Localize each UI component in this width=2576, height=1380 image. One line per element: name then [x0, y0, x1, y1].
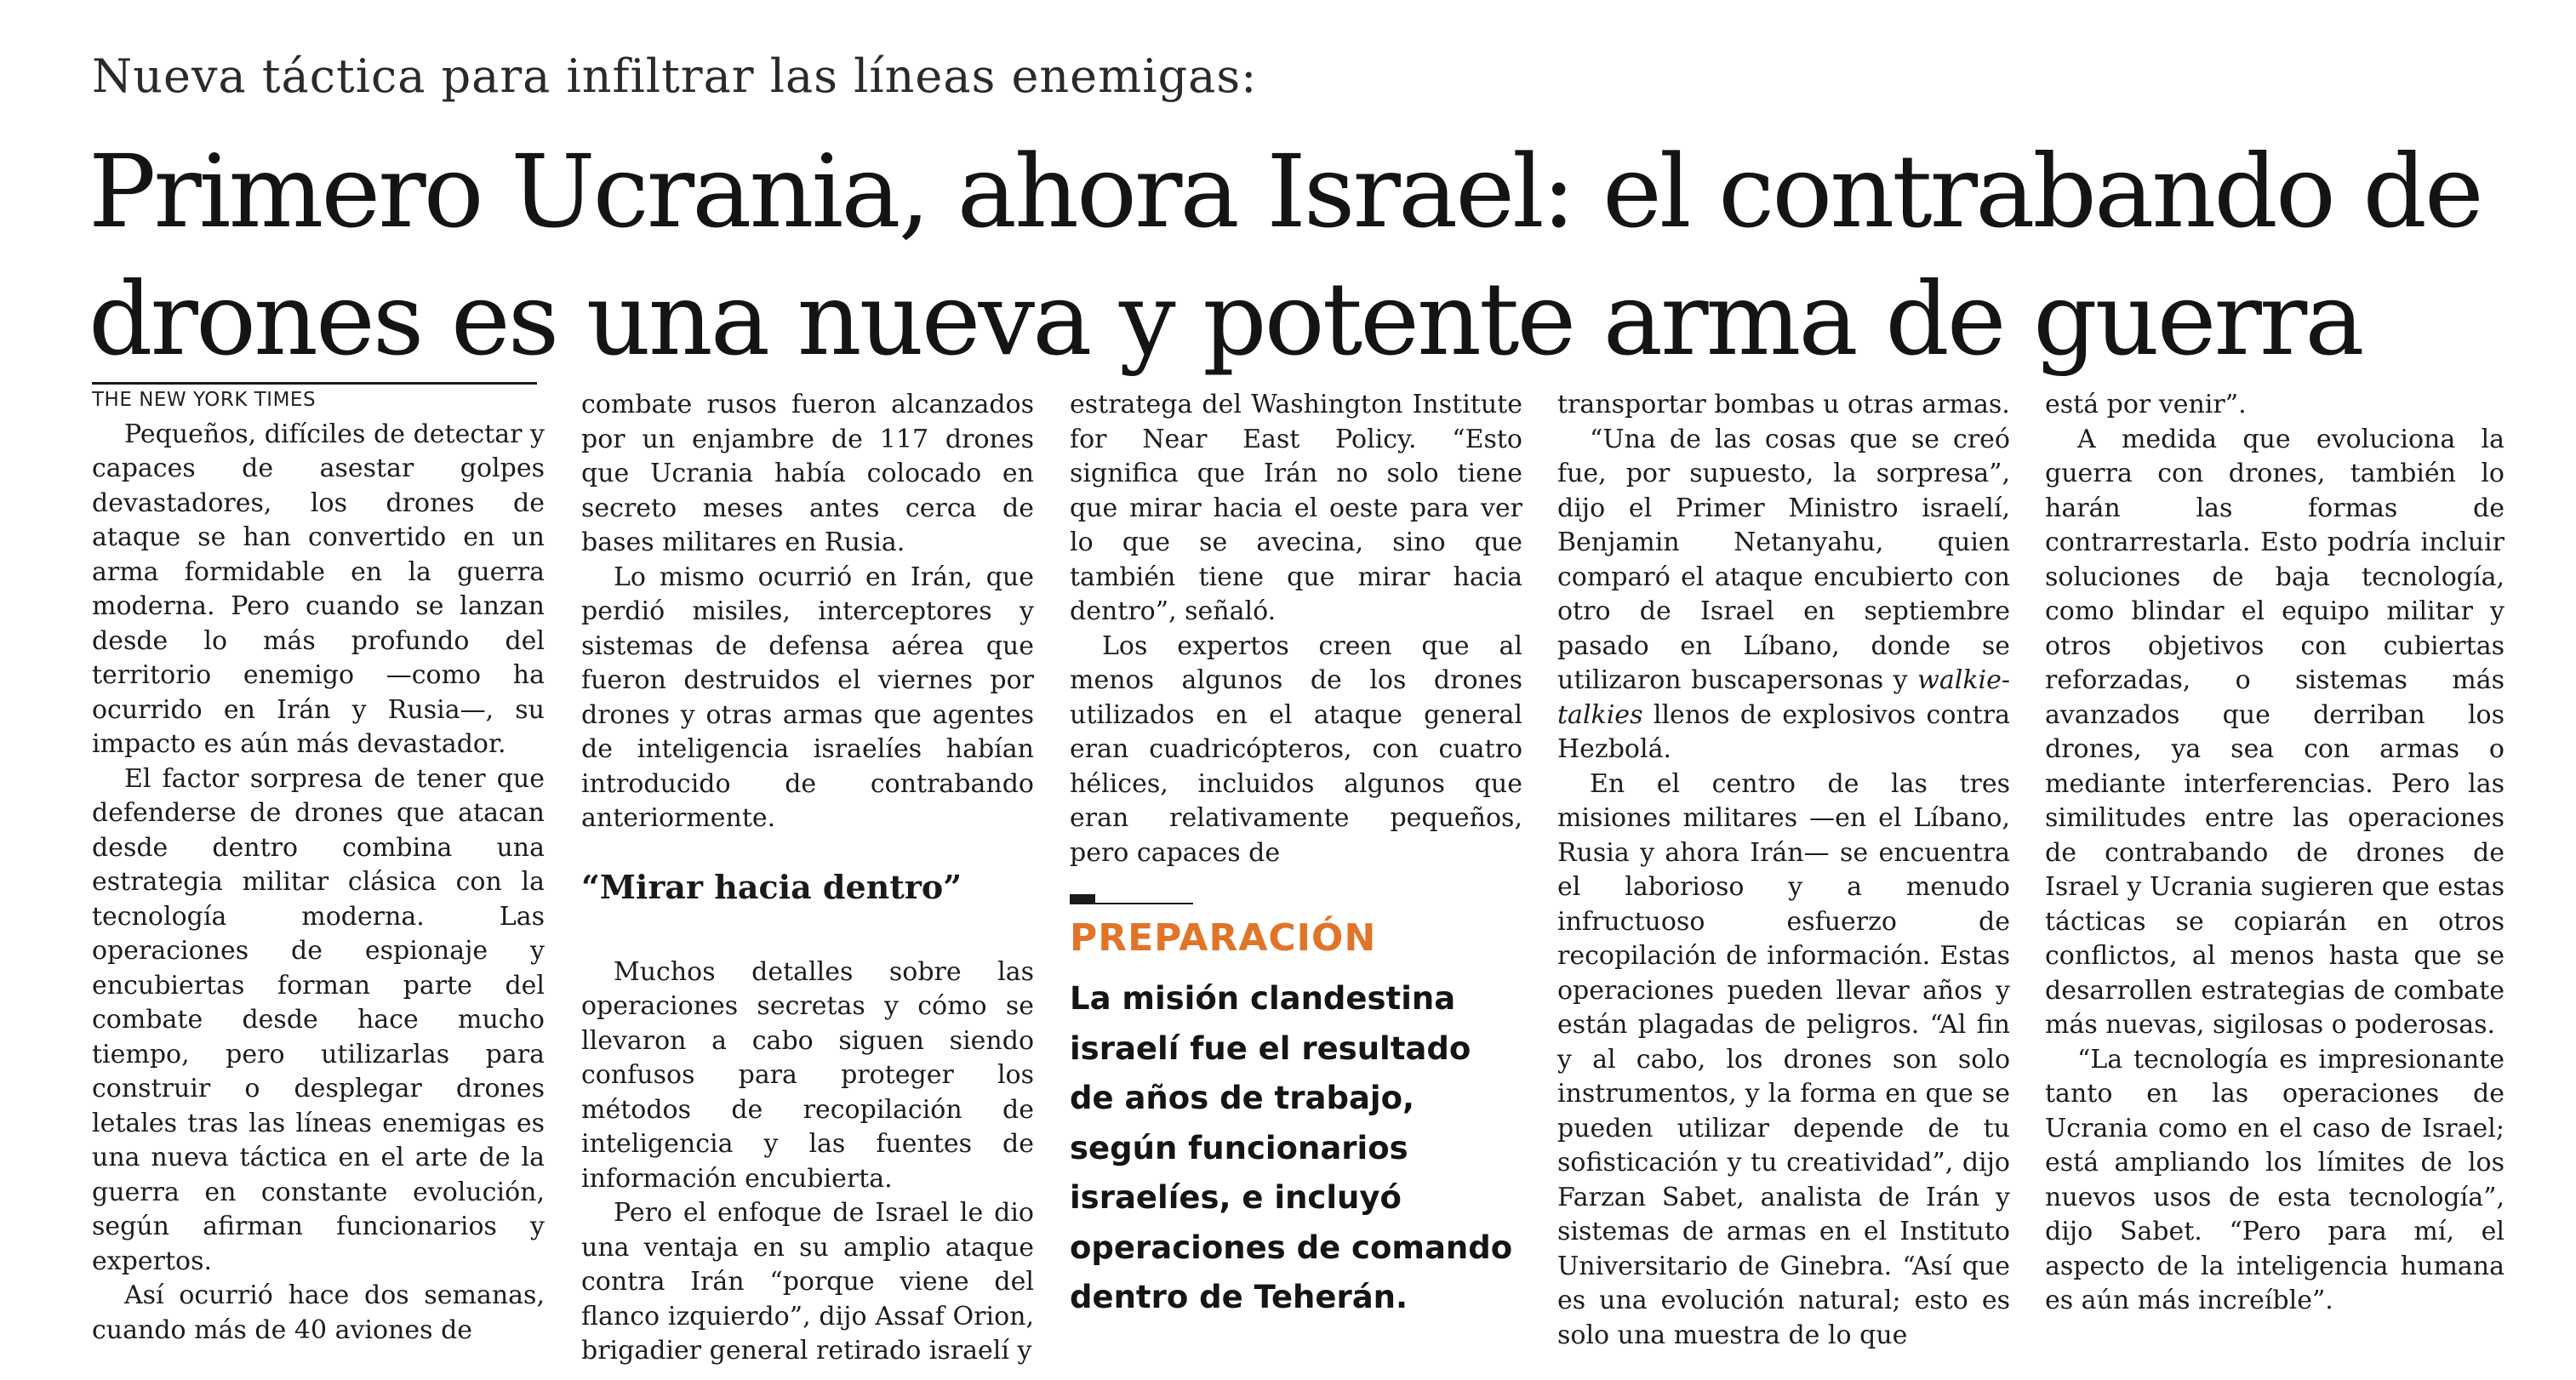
paragraph: Muchos detalles sobre las operaciones secretas y cómo se llevaron a cabo siguen siendo confusos para proteger los métodos de recopilación de inteligencia y las fuentes de información encubierta. [581, 956, 1034, 1194]
pullquote-rule [1070, 894, 1522, 906]
pullquote-text: La misión clandestina israelí fue el resultado de años de trabajo, según funcionarios israelíes, e incluyó operaciones de comando dentro de Teherán. [1070, 980, 1513, 1315]
paragraph-continuation: está por venir”. [2045, 390, 2247, 419]
paragraph: El factor sorpresa de tener que defenderse de drones que atacan desde dentro combina una estrategia militar clásica con la tecnología moderna. Las operaciones de espionaje y encubiertas forman parte del combate desde hace mucho tiempo, pero utilizarlas para construir o desplegar drones letales tras las líneas enemigas es una nueva táctica en el arte de la guerra en constante evolución, según afirman funcionarios y expertos. [92, 763, 545, 1276]
article-column-3 [1070, 388, 1522, 1375]
paragraph: “La tecnología es impresionante tanto en las operaciones de Ucrania como en el caso de Israel; está ampliando los límites de los nuevos usos de esta tecnología”, dijo Sabet. “Pero para mí, el aspecto de la inteligencia humana es aún más increíble”. [2045, 1044, 2505, 1315]
paragraph-continuation: transportar bombas u otras armas. [1557, 390, 2010, 419]
paragraph: Lo mismo ocurrió en Irán, que perdió misiles, interceptores y sistemas de defensa aérea que fueron destruidos el viernes por drones y otras armas que agentes de inteligencia israelíes habían introducido de contrabando anteriormente. [581, 562, 1034, 833]
paragraph-continuation: combate rusos fueron alcanzados por un enjambre de 117 drones que Ucrania había colocado en secreto meses antes cerca de bases militares en Rusia. [581, 390, 1034, 557]
paragraph: Los expertos creen que al menos algunos de los drones utilizados en el ataque general eran cuadricópteros, con cuatro hélices, incluidos algunos que eran relativamente pequeños, pero capaces de [1070, 630, 1522, 868]
article-column-4 [1557, 388, 2010, 1375]
paragraph-text: “Una de las cosas que se creó fue, por supuesto, la sorpresa”, dijo el Primer Ministro israelí, Benjamin Netanyahu, quien comparó el ataque encubierto con otro de Israel en septiembre pasado en Líbano, donde se utilizaron buscapersonas y [1557, 424, 2010, 695]
pullquote-label: PREPARACIÓN [1070, 916, 1377, 960]
article-column-1 [92, 383, 545, 1370]
italic-term: walkie-talkies [1557, 665, 2010, 730]
article-column-2 [581, 388, 1034, 1375]
headline [89, 128, 2556, 383]
paragraph: Así ocurrió hace dos semanas, cuando más de 40 aviones de [92, 1280, 545, 1345]
paragraph-continuation: estratega del Washington Institute for Near East Policy. “Esto significa que Irán no solo tiene que mirar hacia el oeste para ver lo que se avecina, sino que también tiene que mirar hacia dentro”, señaló. [1070, 390, 1522, 626]
pullquote-box [1070, 894, 1522, 1323]
kicker: Nueva táctica para infiltrar las líneas enemigas: [92, 49, 1258, 103]
headline-line-1: Primero Ucrania, ahora Israel: el contrabando de [89, 133, 2482, 250]
headline-line-2: drones es una nueva y potente arma de guerra [89, 260, 2362, 378]
paragraph: Pequeños, difíciles de detectar y capaces de asestar golpes devastadores, los drones de ataque se han convertido en un arma formidable en la guerra moderna. Pero cuando se lanzan desde lo más profundo del territorio enemigo —como ha ocurrido en Irán y Rusia—, su impacto es aún más devastador. [92, 419, 545, 759]
paragraph [1557, 423, 2010, 767]
paragraph-text: llenos de explosivos contra Hezbolá. [1557, 699, 2010, 764]
paragraph: Pero el enfoque de Israel le dio una ventaja en su amplio ataque contra Irán “porque viene del flanco izquierdo”, dijo Assaf Orion, brigadier general retirado israelí y [581, 1198, 1034, 1366]
pullquote-rule-thin [1070, 903, 1193, 904]
paragraph: En el centro de las tres misiones militares —en el Líbano, Rusia y ahora Irán— se encuentra el laborioso y a menudo infructuoso esfuerzo de recopilación de información. Estas operaciones pueden llevar años y están plagadas de peligros. “Al fin y al cabo, los drones son solo instrumentos, y la forma en que se pueden utilizar depende de tu sofisticación y tu creatividad”, dijo Farzan Sabet, analista de Irán y sistemas de armas en el Instituto Universitario de Ginebra. “Así que es una evolución natural; esto es solo una muestra de lo que [1557, 768, 2010, 1350]
subheading: “Mirar hacia dentro” [581, 867, 962, 906]
byline-source: THE NEW YORK TIMES [92, 389, 317, 411]
article-column-5 [2045, 388, 2505, 1375]
paragraph: A medida que evoluciona la guerra con drones, también lo harán las formas de contrarrestarla. Esto podría incluir soluciones de baja tecnología, como blindar el equipo militar y otros objetivos con cubiertas reforzadas, o sistemas más avanzados que derriban los drones, ya sea con armas o mediante interferencias. Pero las similitudes entre las operaciones de contrabando de drones de Israel y Ucrania sugieren que estas tácticas se copiarán en otros conflictos, al menos hasta que se desarrollen estrategias de combate más nuevas, sigilosas o poderosas. [2045, 424, 2505, 1040]
